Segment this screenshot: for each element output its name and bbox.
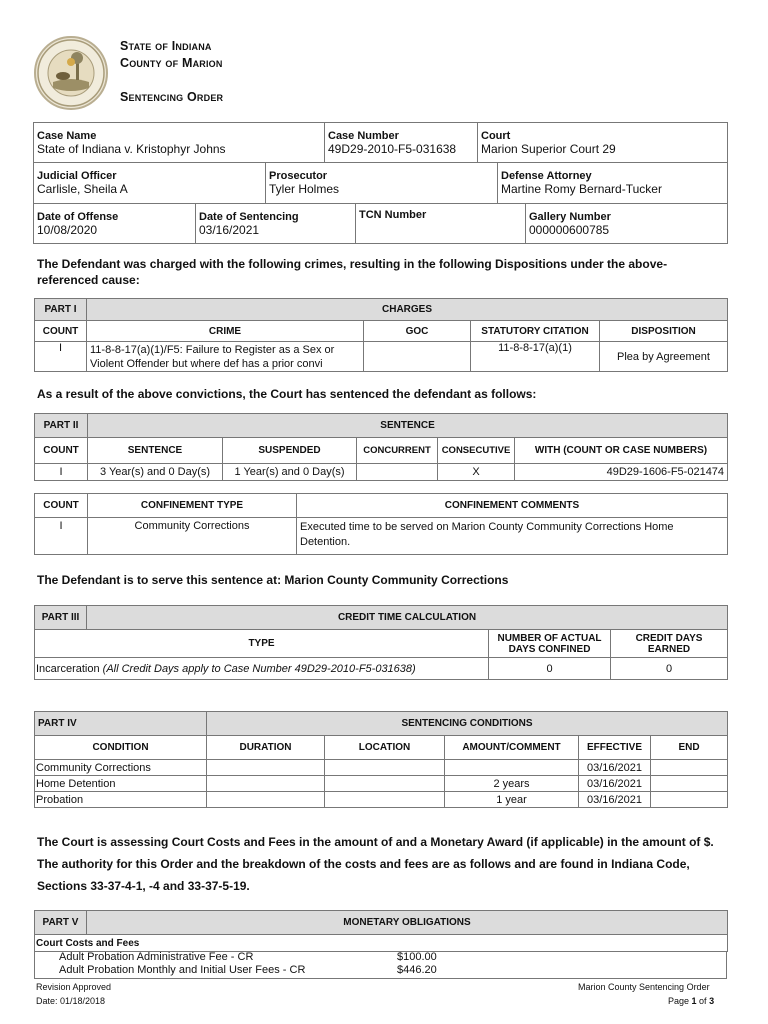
condition-end — [651, 776, 728, 792]
table-row — [35, 792, 728, 808]
prosecutor-cell — [266, 163, 498, 204]
date-of-offense-label: Date of Offense — [37, 210, 119, 223]
condition-location — [325, 792, 445, 808]
part2-header-suspended: SUSPENDED — [223, 438, 357, 464]
serve-location-paragraph: The Defendant is to serve this sentence at: Marion County Community Corrections — [37, 573, 509, 587]
part4-header-location: LOCATION — [325, 736, 445, 760]
part4-header-effective: EFFECTIVE — [579, 736, 651, 760]
condition-amount: 2 years — [445, 776, 579, 792]
condition-duration — [207, 776, 325, 792]
court-value: Marion Superior Court 29 — [481, 141, 616, 156]
monetary-items-box — [34, 951, 727, 979]
page-prefix: Page — [668, 996, 692, 1006]
sentence-count: I — [35, 464, 88, 481]
part5-monetary-table — [34, 910, 728, 952]
judicial-officer-value: Carlisle, Sheila A — [37, 182, 128, 196]
page-of: of — [696, 996, 710, 1006]
part5-title: MONETARY OBLIGATIONS — [87, 911, 728, 935]
part1-label: PART I — [35, 299, 87, 321]
part2-header-count: COUNT — [35, 438, 88, 464]
suspended-value: 1 Year(s) and 0 Day(s) — [223, 464, 357, 481]
charge-count: I — [35, 342, 87, 372]
condition-name: Probation — [35, 792, 207, 808]
date-of-sentencing-label: Date of Sentencing — [199, 210, 299, 223]
case-name-label: Case Name — [37, 129, 97, 142]
with-value: 49D29-1606-F5-021474 — [515, 464, 728, 481]
credit-type — [35, 658, 489, 680]
condition-end — [651, 792, 728, 808]
consecutive-value: X — [438, 464, 515, 481]
seal-icon — [36, 38, 106, 108]
date-of-sentencing-value: 03/16/2021 — [199, 222, 260, 237]
state-heading: State of Indiana — [120, 39, 212, 53]
table-row — [35, 760, 728, 776]
part5-label: PART V — [35, 911, 87, 935]
gallery-number-label: Gallery Number — [529, 210, 611, 223]
case-number-cell — [325, 123, 478, 163]
date-of-sentencing-cell — [196, 204, 356, 244]
table-row — [35, 342, 728, 372]
part1-header-goc: GOC — [364, 321, 471, 342]
confinement-table — [34, 493, 728, 555]
table-row — [35, 518, 728, 555]
fee-label: Adult Probation Monthly and Initial User Fees - CR — [59, 964, 306, 976]
gallery-number-cell — [526, 204, 728, 244]
condition-location — [325, 776, 445, 792]
part2-header-concurrent: CONCURRENT — [357, 438, 438, 464]
part1-header-citation: STATUTORY CITATION — [471, 321, 600, 342]
part2-sentence-table — [34, 413, 728, 481]
condition-effective: 03/16/2021 — [579, 792, 651, 808]
charge-goc — [364, 342, 471, 372]
document-title: Sentencing Order — [120, 90, 224, 104]
condition-duration — [207, 760, 325, 776]
part3-header-credit-days: CREDIT DAYS EARNED — [611, 630, 728, 658]
credit-type-main: Incarceration — [36, 662, 103, 675]
case-name-cell — [34, 123, 325, 163]
page-total: 3 — [709, 996, 715, 1006]
defense-attorney-cell — [498, 163, 728, 204]
case-info-table — [33, 122, 728, 163]
tcn-cell — [356, 204, 526, 244]
case-number-value: 49D29-2010-F5-031638 — [328, 141, 457, 156]
part4-label-text: PART IV — [38, 718, 77, 729]
court-label: Court — [481, 129, 511, 142]
part1-charges-table — [34, 298, 728, 372]
indiana-state-seal — [34, 36, 108, 110]
condition-name: Home Detention — [35, 776, 207, 792]
sentenced-paragraph: As a result of the above convictions, the Court has sentenced the defendant as follows: — [37, 387, 537, 401]
confinement-count: I — [35, 518, 88, 555]
intro-paragraph: The Defendant was charged with the following crimes, resulting in the following Dispositions under the above-referenced cause: — [37, 257, 668, 287]
table-row — [35, 776, 728, 792]
condition-name: Community Corrections — [35, 760, 207, 776]
fee-label: Adult Probation Administrative Fee - CR — [59, 951, 254, 963]
footer-form-name: Marion County Sentencing Order — [578, 982, 710, 992]
part3-header-days-confined: NUMBER OF ACTUAL DAYS CONFINED — [489, 630, 611, 658]
part3-credit-table — [34, 605, 728, 680]
case-name-value: State of Indiana v. Kristophyr Johns — [37, 141, 226, 156]
footer-page-number — [668, 995, 714, 1008]
sentence-value: 3 Year(s) and 0 Day(s) — [88, 464, 223, 481]
part4-header-duration: DURATION — [207, 736, 325, 760]
part4-conditions-table — [34, 711, 728, 808]
date-of-offense-cell — [34, 204, 196, 244]
date-of-offense-value: 10/08/2020 — [37, 222, 98, 237]
part4-title: SENTENCING CONDITIONS — [207, 712, 728, 736]
page-current: 1 — [691, 996, 697, 1006]
charge-citation: 11-8-8-17(a)(1) — [471, 342, 600, 372]
condition-end — [651, 760, 728, 776]
part2-header-consecutive: CONSECUTIVE — [438, 438, 515, 464]
footer-date: Date: 01/18/2018 — [36, 996, 106, 1006]
prosecutor-value: Tyler Holmes — [269, 182, 340, 196]
gallery-number-value: 000000600785 — [529, 222, 610, 237]
tcn-label: TCN Number — [359, 209, 427, 221]
days-confined-value: 0 — [489, 658, 611, 680]
charge-disposition: Plea by Agreement — [600, 342, 728, 372]
part1-header-crime: CRIME — [87, 321, 364, 342]
confinement-type: Community Corrections — [88, 518, 297, 555]
part1-title: CHARGES — [87, 299, 728, 321]
part2-header-sentence: SENTENCE — [88, 438, 223, 464]
part2-title: SENTENCE — [88, 414, 728, 438]
condition-amount — [445, 760, 579, 776]
court-costs-paragraph: The Court is assessing Court Costs and Fees in the amount of and a Monetary Award (if applicable) in the amount of $. The authority for this Order and the breakdown of the costs and fees are as follows and are found in Indiana Code, Sections 33-37-4-1, -4 and 33-37-5-19. — [37, 835, 714, 893]
confinement-header-count: COUNT — [35, 494, 88, 518]
judicial-officer-cell — [34, 163, 266, 204]
table-row — [35, 658, 728, 680]
case-officers-table — [33, 162, 728, 204]
confinement-header-comments: CONFINEMENT COMMENTS — [297, 494, 728, 518]
part2-header-with: WITH (COUNT OR CASE NUMBERS) — [515, 438, 728, 464]
condition-location — [325, 760, 445, 776]
part4-label — [35, 712, 207, 736]
part1-header-disposition: DISPOSITION — [600, 321, 728, 342]
court-costs-section-label: Court Costs and Fees — [35, 935, 728, 952]
confinement-header-type: CONFINEMENT TYPE — [88, 494, 297, 518]
footer-revision: Revision Approved — [36, 982, 112, 992]
fee-amount: $446.20 — [397, 964, 437, 976]
charge-crime: 11-8-8-17(a)(1)/F5: Failure to Register as a Sex or Violent Offender but where def has a prior convi — [87, 342, 364, 372]
condition-duration — [207, 792, 325, 808]
concurrent-value — [357, 464, 438, 481]
part1-header-count: COUNT — [35, 321, 87, 342]
credit-type-note: (All Credit Days apply to Case Number 49D29-2010-F5-031638) — [102, 662, 416, 675]
part3-title: CREDIT TIME CALCULATION — [87, 606, 728, 630]
defense-attorney-label: Defense Attorney — [501, 170, 592, 182]
defense-attorney-value: Martine Romy Bernard-Tucker — [501, 182, 662, 196]
case-dates-table — [33, 203, 728, 244]
part3-header-type: TYPE — [35, 630, 489, 658]
table-row — [35, 464, 728, 481]
prosecutor-label: Prosecutor — [269, 170, 328, 182]
part4-header-amount: AMOUNT/COMMENT — [445, 736, 579, 760]
credit-days-value: 0 — [611, 658, 728, 680]
part3-label: PART III — [35, 606, 87, 630]
court-cell — [478, 123, 728, 163]
part4-header-end: END — [651, 736, 728, 760]
judicial-officer-label: Judicial Officer — [37, 170, 117, 182]
part4-header-condition: CONDITION — [35, 736, 207, 760]
case-number-label: Case Number — [328, 129, 399, 142]
condition-amount: 1 year — [445, 792, 579, 808]
part2-label: PART II — [35, 414, 88, 438]
fee-amount: $100.00 — [397, 951, 437, 963]
county-heading: County of Marion — [120, 56, 223, 70]
confinement-comments: Executed time to be served on Marion County Community Corrections Home Detention. — [297, 518, 728, 555]
condition-effective: 03/16/2021 — [579, 776, 651, 792]
condition-effective: 03/16/2021 — [579, 760, 651, 776]
